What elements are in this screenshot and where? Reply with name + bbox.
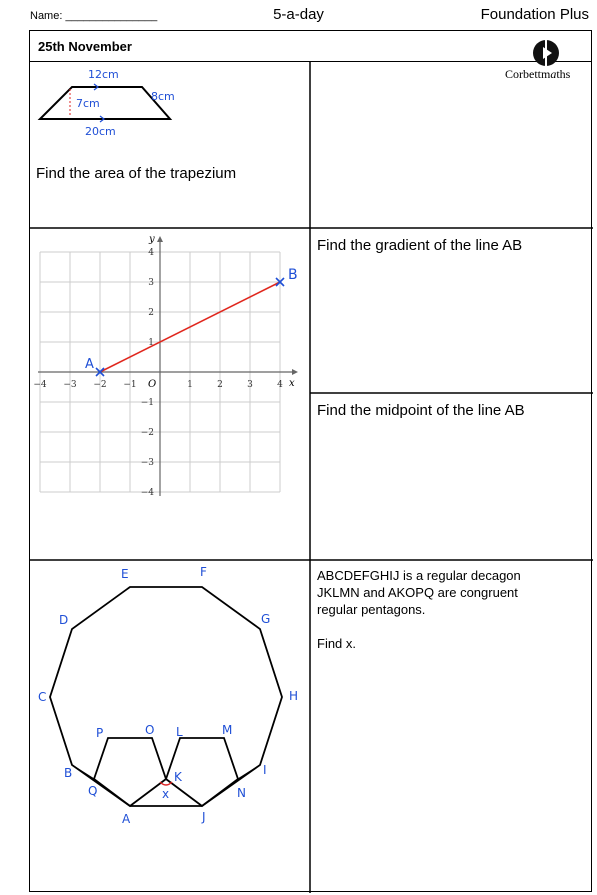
vertex-label-f: F bbox=[200, 565, 207, 579]
x-axis-label: x bbox=[289, 378, 295, 389]
y-tick: 1 bbox=[148, 338, 154, 348]
vertex-label-k: K bbox=[174, 770, 182, 784]
x-tick: −3 bbox=[63, 380, 77, 390]
trapezium-bottom-label: 20cm bbox=[85, 125, 116, 138]
vertex-label-q: Q bbox=[88, 784, 98, 798]
vertex-label-p: P bbox=[96, 726, 104, 740]
y-axis-arrow bbox=[157, 236, 163, 242]
coordinate-graph bbox=[30, 230, 310, 520]
q3-line-1: ABCDEFGHIJ is a regular decagon bbox=[317, 568, 521, 583]
trapezium-height-label: 7cm bbox=[76, 97, 100, 110]
x-tick: 1 bbox=[187, 380, 193, 390]
worksheet-level: Foundation Plus bbox=[480, 6, 589, 23]
x-tick: −2 bbox=[93, 380, 107, 390]
q3-line-4: Find x. bbox=[317, 636, 357, 651]
q3-line-3: regular pentagons. bbox=[317, 602, 426, 617]
vertex-label-h: H bbox=[289, 689, 299, 703]
x-axis-arrow bbox=[292, 369, 298, 375]
y-tick: −2 bbox=[140, 428, 154, 438]
vertex-label-n: N bbox=[237, 786, 246, 800]
y-tick: −3 bbox=[140, 458, 154, 468]
y-tick: 3 bbox=[148, 278, 154, 288]
q2-gradient-question: Find the gradient of the line AB bbox=[317, 237, 523, 254]
decagon-diagram bbox=[30, 560, 310, 890]
vertex-label-a: A bbox=[122, 812, 131, 826]
y-tick: −1 bbox=[140, 398, 154, 408]
edge-qb bbox=[72, 765, 94, 779]
y-tick: 4 bbox=[148, 248, 154, 258]
q2-midpoint-question: Find the midpoint of the line AB bbox=[317, 402, 525, 419]
x-tick-labels bbox=[33, 380, 283, 390]
vertex-labels bbox=[38, 565, 298, 826]
vertex-label-o: O bbox=[145, 723, 155, 737]
x-tick: 2 bbox=[217, 380, 223, 390]
trapezium-top-label: 12cm bbox=[88, 68, 119, 81]
x-tick: 4 bbox=[277, 380, 283, 390]
worksheet-date: 25th November bbox=[38, 39, 132, 54]
vertex-label-i: I bbox=[263, 763, 267, 777]
edge-ni bbox=[238, 765, 260, 779]
vertex-label-m: M bbox=[222, 723, 233, 737]
vertex-label-g: G bbox=[261, 612, 271, 626]
point-a-label: A bbox=[85, 357, 94, 372]
name-field-label[interactable]: Name: _______________ bbox=[30, 10, 158, 22]
vertex-label-b: B bbox=[64, 766, 73, 780]
vertex-label-e: E bbox=[121, 567, 129, 581]
trapezium-side-label: 8cm bbox=[151, 90, 175, 103]
x-tick: 3 bbox=[247, 380, 253, 390]
vertex-label-c: C bbox=[38, 690, 47, 704]
origin-label: O bbox=[148, 379, 157, 390]
q1-question: Find the area of the trapezium bbox=[36, 165, 237, 182]
y-tick-labels bbox=[141, 248, 155, 498]
trapezium-diagram bbox=[30, 62, 190, 142]
vertex-label-d: D bbox=[59, 613, 69, 627]
angle-x-label: x bbox=[162, 787, 170, 801]
x-tick: −1 bbox=[123, 380, 137, 390]
vertex-label-l: L bbox=[176, 725, 183, 739]
y-tick: 2 bbox=[148, 308, 154, 318]
y-tick: −4 bbox=[140, 488, 154, 498]
y-axis-label: y bbox=[149, 234, 155, 245]
logo-icon bbox=[531, 38, 561, 68]
page-header bbox=[0, 0, 597, 30]
pentagon-akopq bbox=[94, 738, 166, 806]
logo-text: Corbettmaths bbox=[505, 67, 571, 81]
vertex-label-j: J bbox=[202, 810, 206, 824]
q3-line-2: JKLMN and AKOPQ are congruent bbox=[317, 585, 518, 600]
worksheet-title: 5-a-day bbox=[273, 6, 324, 23]
point-b-label: B bbox=[288, 267, 298, 283]
x-tick: −4 bbox=[33, 380, 47, 390]
